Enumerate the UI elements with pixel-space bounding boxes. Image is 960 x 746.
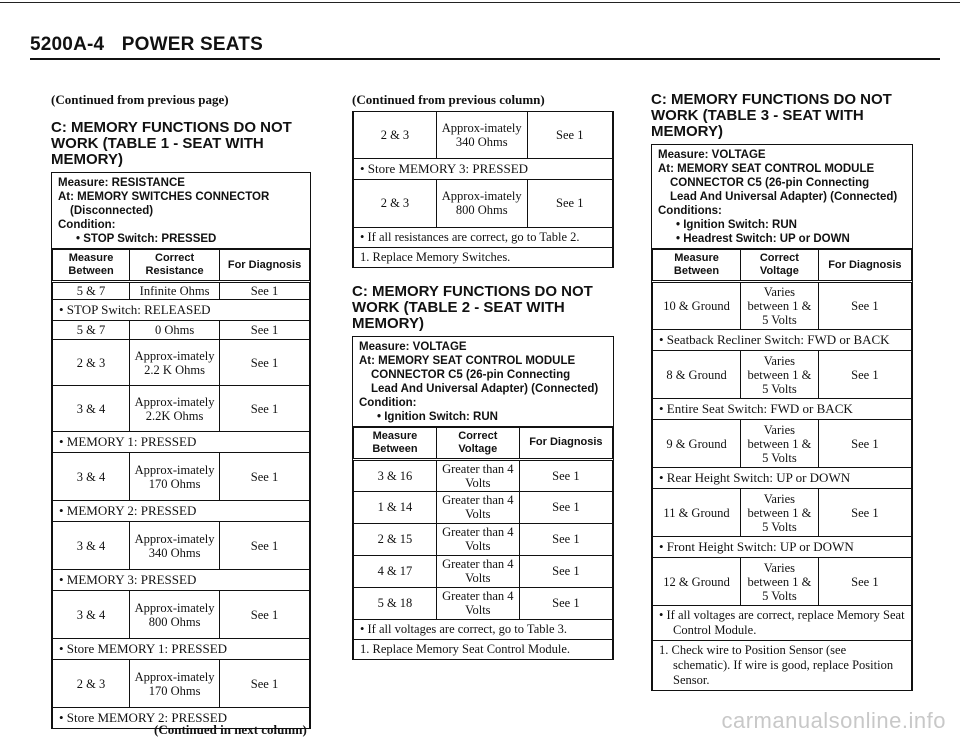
cell-value: Approx-imately 340 Ohms xyxy=(130,522,220,570)
cell-diagnosis: See 1 xyxy=(527,112,612,158)
watermark: carmanualsonline.info xyxy=(721,708,946,733)
cell-measure: 5 & 7 xyxy=(53,282,130,300)
cell-measure: 11 & Ground xyxy=(653,489,741,537)
table-3 xyxy=(651,144,913,691)
condition-item: • Ignition Switch: RUN xyxy=(377,410,498,423)
condition-row: • Seatback Recliner Switch: FWD or BACK xyxy=(653,330,912,351)
note-row: 1. Replace Memory Switches. xyxy=(354,247,613,267)
table-row xyxy=(354,523,613,555)
at-line-2: CONNECTOR C5 (26-pin Connecting xyxy=(670,177,870,189)
cell-measure: 2 & 15 xyxy=(354,523,437,555)
cell-diagnosis: See 1 xyxy=(818,351,911,399)
cell-measure: 8 & Ground xyxy=(653,351,741,399)
cell-measure: 2 & 3 xyxy=(354,179,437,227)
cell-value: Greater than 4 Volts xyxy=(436,587,519,619)
conditions-label: Conditions: xyxy=(658,205,722,217)
cell-measure: 3 & 4 xyxy=(53,591,130,639)
table-row xyxy=(354,555,613,587)
header-for-diagnosis: For Diagnosis xyxy=(220,250,310,282)
cell-value: Approx-imately 800 Ohms xyxy=(436,179,527,227)
cell-diagnosis: See 1 xyxy=(220,660,310,708)
cell-value: Infinite Ohms xyxy=(130,282,220,300)
note-row: • If all voltages are correct, replace Memory Seat Control Module. xyxy=(653,606,912,641)
header-for-diagnosis: For Diagnosis xyxy=(519,427,612,459)
table-3-grid xyxy=(652,249,912,690)
condition-item-1: • Ignition Switch: RUN xyxy=(676,219,797,231)
header-correct-voltage: Correct Voltage xyxy=(436,427,519,459)
table-row xyxy=(354,491,613,523)
cell-value: Varies between 1 & 5 Volts xyxy=(741,489,819,537)
table-row xyxy=(53,660,310,708)
table-row xyxy=(354,587,613,619)
table-3-measure-block xyxy=(652,145,912,249)
cell-measure: 3 & 4 xyxy=(53,453,130,501)
cell-measure: 3 & 4 xyxy=(53,386,130,432)
at-line-3: Lead And Universal Adapter) (Connected) xyxy=(371,382,599,395)
table-row xyxy=(354,459,613,491)
header-measure-between: Measure Between xyxy=(354,427,437,459)
table-2-measure-block xyxy=(353,337,613,427)
cell-measure: 5 & 7 xyxy=(53,321,130,340)
measure-line: Measure: VOLTAGE xyxy=(658,149,766,161)
cell-diagnosis: See 1 xyxy=(519,459,612,491)
cell-value: Approx-imately 340 Ohms xyxy=(436,112,527,158)
table-row xyxy=(653,489,912,537)
header-correct-voltage: Correct Voltage xyxy=(741,250,819,282)
table-row xyxy=(53,591,310,639)
at-line: At: MEMORY SEAT CONTROL MODULE xyxy=(658,163,875,175)
condition-row: • Rear Height Switch: UP or DOWN xyxy=(653,468,912,489)
condition-row: • Store MEMORY 1: PRESSED xyxy=(53,639,310,660)
table-row xyxy=(653,351,912,399)
header-measure-between: Measure Between xyxy=(53,250,130,282)
cell-diagnosis: See 1 xyxy=(818,489,911,537)
header-for-diagnosis: For Diagnosis xyxy=(818,250,911,282)
table-2 xyxy=(352,336,614,660)
cell-diagnosis: See 1 xyxy=(519,491,612,523)
condition-row: • STOP Switch: RELEASED xyxy=(53,300,310,321)
continued-in-next-column: (Continued in next column) xyxy=(154,722,307,737)
table-2-title: C: MEMORY FUNCTIONS DO NOT WORK (TABLE 2 - SEAT WITH MEMORY) xyxy=(352,282,593,332)
table-1 xyxy=(51,172,311,729)
table-3-title: C: MEMORY FUNCTIONS DO NOT WORK (TABLE 3 - SEAT WITH MEMORY) xyxy=(651,91,892,140)
cell-value: Varies between 1 & 5 Volts xyxy=(741,351,819,399)
continued-from-previous-column: (Continued from previous column) xyxy=(352,92,545,107)
cell-measure: 3 & 4 xyxy=(53,522,130,570)
at-line-2: (Disconnected) xyxy=(70,205,154,217)
cell-diagnosis: See 1 xyxy=(220,386,310,432)
column-2 xyxy=(352,92,614,660)
cell-measure: 2 & 3 xyxy=(354,112,437,158)
note-row: • If all resistances are correct, go to Table 2. xyxy=(354,227,613,247)
table-row xyxy=(53,453,310,501)
at-line-2: CONNECTOR C5 (26-pin Connecting xyxy=(371,368,571,381)
cell-measure: 12 & Ground xyxy=(653,558,741,606)
cell-value: Approx-imately 2.2 K Ohms xyxy=(130,340,220,386)
cell-value: Approx-imately 170 Ohms xyxy=(130,453,220,501)
table-row xyxy=(653,282,912,330)
cell-value: Greater than 4 Volts xyxy=(436,491,519,523)
cell-diagnosis: See 1 xyxy=(220,522,310,570)
measure-line: Measure: VOLTAGE xyxy=(359,340,467,353)
page-header xyxy=(30,34,263,56)
condition-row: • MEMORY 1: PRESSED xyxy=(53,432,310,453)
table-row xyxy=(53,386,310,432)
cell-diagnosis: See 1 xyxy=(818,558,911,606)
header-rule xyxy=(30,58,940,60)
cell-diagnosis: See 1 xyxy=(519,555,612,587)
condition-item-2: • Headrest Switch: UP or DOWN xyxy=(676,233,850,245)
cell-measure: 3 & 16 xyxy=(354,459,437,491)
table-row xyxy=(53,340,310,386)
page-code: 5200A-4 xyxy=(30,34,105,55)
cell-diagnosis: See 1 xyxy=(519,587,612,619)
column-3 xyxy=(651,92,913,691)
condition-row: • MEMORY 2: PRESSED xyxy=(53,501,310,522)
cell-measure: 9 & Ground xyxy=(653,420,741,468)
note-row: 1. Replace Memory Seat Control Module. xyxy=(354,639,613,659)
cell-diagnosis: See 1 xyxy=(220,591,310,639)
cell-value: 0 Ohms xyxy=(130,321,220,340)
note-row: • If all voltages are correct, go to Table 3. xyxy=(354,619,613,639)
table-row xyxy=(53,321,310,340)
cell-diagnosis: See 1 xyxy=(220,340,310,386)
cell-measure: 5 & 18 xyxy=(354,587,437,619)
table-1-measure-block xyxy=(52,173,310,249)
cell-measure: 4 & 17 xyxy=(354,555,437,587)
cell-diagnosis: See 1 xyxy=(527,179,612,227)
table-row xyxy=(354,179,613,227)
cell-diagnosis: See 1 xyxy=(818,420,911,468)
top-border xyxy=(0,2,960,3)
cell-measure: 2 & 3 xyxy=(53,660,130,708)
cell-value: Approx-imately 170 Ohms xyxy=(130,660,220,708)
cell-measure: 10 & Ground xyxy=(653,282,741,330)
cell-diagnosis: See 1 xyxy=(818,282,911,330)
condition-row: • Store MEMORY 2: PRESSED xyxy=(53,708,310,729)
table-row xyxy=(653,558,912,606)
table-2-grid xyxy=(353,427,613,659)
continued-from-previous-page: (Continued from previous page) xyxy=(51,92,229,107)
measure-line: Measure: RESISTANCE xyxy=(58,177,185,189)
condition-row: • Entire Seat Switch: FWD or BACK xyxy=(653,399,912,420)
table-1-title: C: MEMORY FUNCTIONS DO NOT WORK (TABLE 1 - SEAT WITH MEMORY) xyxy=(51,119,292,168)
cell-measure: 2 & 3 xyxy=(53,340,130,386)
condition-row: • Store MEMORY 3: PRESSED xyxy=(354,158,613,179)
table-row xyxy=(53,282,310,300)
cell-diagnosis: See 1 xyxy=(220,282,310,300)
header-measure-between: Measure Between xyxy=(653,250,741,282)
cell-diagnosis: See 1 xyxy=(519,523,612,555)
condition-label: Condition: xyxy=(359,396,417,409)
cell-value: Varies between 1 & 5 Volts xyxy=(741,558,819,606)
table-row xyxy=(354,112,613,158)
cell-measure: 1 & 14 xyxy=(354,491,437,523)
at-line-3: Lead And Universal Adapter) (Connected) xyxy=(670,191,898,203)
condition-label: Condition: xyxy=(58,219,116,231)
cell-value: Varies between 1 & 5 Volts xyxy=(741,282,819,330)
condition-row: • Front Height Switch: UP or DOWN xyxy=(653,537,912,558)
table-1-continued-grid xyxy=(353,112,613,267)
cell-value: Varies between 1 & 5 Volts xyxy=(741,420,819,468)
header-correct-resistance: Correct Resistance xyxy=(130,250,220,282)
page-title: POWER SEATS xyxy=(121,34,263,55)
cell-diagnosis: See 1 xyxy=(220,321,310,340)
table-1-grid xyxy=(52,249,310,728)
column-1 xyxy=(51,92,311,729)
at-line: At: MEMORY SEAT CONTROL MODULE xyxy=(359,354,576,367)
table-1-continued xyxy=(352,111,614,268)
table-row xyxy=(53,522,310,570)
condition-row: • MEMORY 3: PRESSED xyxy=(53,570,310,591)
at-line: At: MEMORY SWITCHES CONNECTOR xyxy=(58,191,270,203)
cell-value: Greater than 4 Volts xyxy=(436,555,519,587)
cell-diagnosis: See 1 xyxy=(220,453,310,501)
cell-value: Greater than 4 Volts xyxy=(436,523,519,555)
cell-value: Approx-imately 2.2K Ohms xyxy=(130,386,220,432)
cell-value: Approx-imately 800 Ohms xyxy=(130,591,220,639)
condition-item: • STOP Switch: PRESSED xyxy=(76,233,217,245)
table-row xyxy=(653,420,912,468)
note-row: 1. Check wire to Position Sensor (see schematic). If wire is good, replace Position Sensor. xyxy=(653,641,912,691)
cell-value: Greater than 4 Volts xyxy=(436,459,519,491)
